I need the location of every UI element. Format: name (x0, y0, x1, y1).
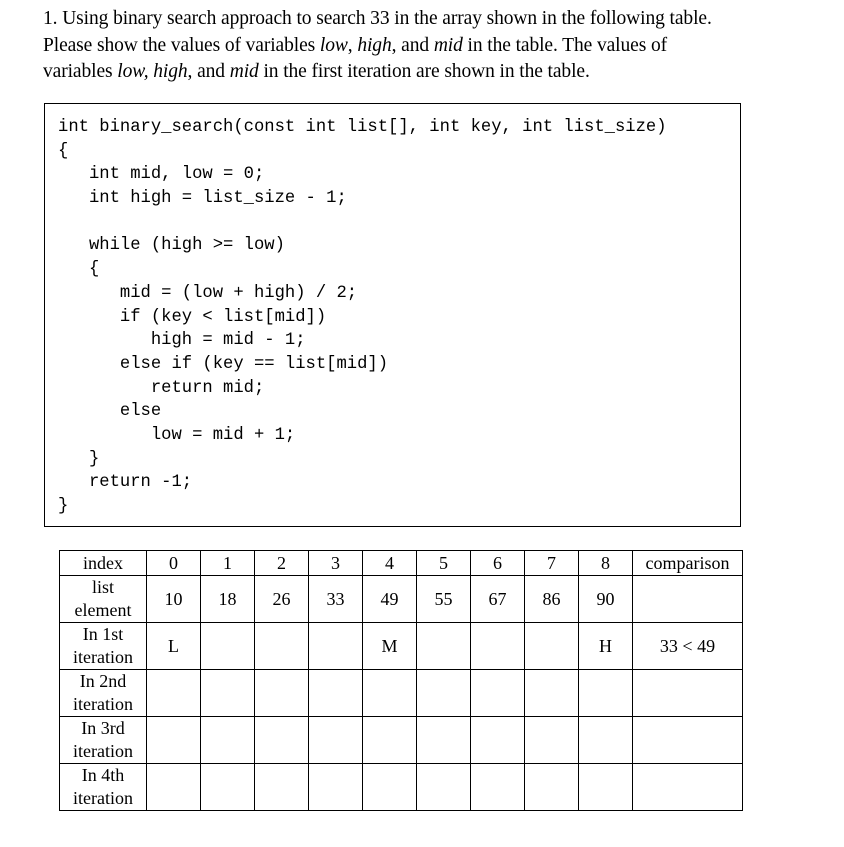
code-line: low = mid + 1; (58, 425, 296, 445)
iteration-cell (579, 717, 633, 764)
and-text-2: , and (187, 61, 230, 82)
iteration-label-line1: In 2nd (79, 671, 127, 691)
iteration-cell (417, 670, 471, 717)
element-cell: 90 (579, 576, 633, 623)
code-line: int binary_search(const int list[], int key, int list_size) (58, 118, 667, 137)
code-line: } (58, 449, 100, 469)
code-line: else if (key == list[mid]) (58, 354, 389, 374)
iteration-cell (471, 670, 525, 717)
iteration-cell (363, 670, 417, 717)
iteration-comparison (633, 717, 743, 764)
var-mid: mid (433, 34, 463, 56)
iteration-label-line1: In 4th (81, 765, 125, 785)
code-line: int high = list_size - 1; (58, 189, 347, 209)
iteration-cell (309, 717, 363, 764)
iteration-cell (525, 764, 579, 811)
element-comparison (633, 576, 743, 623)
iteration-cell: L (147, 623, 201, 670)
iteration-cell: M (363, 623, 417, 670)
code-line: if (key < list[mid]) (58, 307, 327, 327)
element-cell: 26 (255, 576, 309, 623)
element-cell: 55 (417, 576, 471, 623)
iteration-cell (255, 623, 309, 670)
table-row-list-element (60, 576, 743, 623)
element-row-label (60, 576, 147, 623)
and-text: , and (391, 34, 434, 56)
iteration-cell (255, 717, 309, 764)
question-text (43, 6, 823, 86)
question-line-2 (43, 33, 823, 60)
table-row-iteration (60, 623, 743, 670)
comma-2: , (143, 61, 154, 82)
element-cell: 10 (147, 576, 201, 623)
iteration-cell (309, 623, 363, 670)
iteration-label-line2: iteration (73, 694, 133, 714)
code-line: return mid; (58, 378, 265, 398)
code-listing (58, 116, 667, 519)
header-index-cell: 3 (309, 551, 363, 576)
iteration-cell (147, 670, 201, 717)
question-line-2-post: in the table. The values of (462, 34, 668, 56)
code-line: high = mid - 1; (58, 331, 306, 351)
header-index-cell: 8 (579, 551, 633, 576)
code-line: { (58, 260, 100, 280)
iteration-cell (309, 764, 363, 811)
element-row-label-line1: list (91, 577, 114, 597)
table-row-iteration (60, 670, 743, 717)
iteration-label-line1: In 1st (82, 624, 124, 644)
question-line-3-pre: variables (43, 61, 118, 82)
code-line (58, 211, 667, 235)
header-index-cell: 4 (363, 551, 417, 576)
iteration-cell (201, 623, 255, 670)
iteration-cell (255, 764, 309, 811)
element-cell: 33 (309, 576, 363, 623)
header-index-cell: 7 (525, 551, 579, 576)
code-line: int mid, low = 0; (58, 165, 265, 185)
iteration-label-line2: iteration (73, 788, 133, 808)
element-row-label-line2: element (74, 600, 132, 620)
code-line: mid = (low + high) / 2; (58, 283, 358, 303)
table-header-row (60, 551, 743, 576)
header-comparison: comparison (633, 551, 743, 576)
iteration-cell (201, 670, 255, 717)
iteration-label (60, 764, 147, 811)
iteration-cell (417, 623, 471, 670)
iteration-cell (363, 717, 417, 764)
header-index-cell: 5 (417, 551, 471, 576)
iteration-cell (471, 764, 525, 811)
table-row-iteration (60, 764, 743, 811)
table-row-iteration (60, 717, 743, 764)
question-line-1: 1. Using binary search approach to search 33 in the array shown in the following table. (43, 8, 712, 29)
iteration-cell (417, 717, 471, 764)
var-list (117, 61, 187, 82)
iteration-comparison: 33 < 49 (633, 623, 743, 670)
iteration-label-line2: iteration (73, 647, 133, 667)
iteration-cell (579, 670, 633, 717)
code-box (44, 103, 741, 527)
element-cell: 18 (201, 576, 255, 623)
iteration-comparison (633, 764, 743, 811)
iteration-cell (471, 623, 525, 670)
question-line-3-post: in the first iteration are shown in the table. (258, 61, 590, 82)
code-line: } (58, 497, 69, 516)
iteration-cell (417, 764, 471, 811)
iteration-comparison (633, 670, 743, 717)
var-high: high (357, 34, 392, 56)
iteration-cell (309, 670, 363, 717)
code-line: else (58, 402, 162, 422)
iteration-cell: H (579, 623, 633, 670)
trace-table (59, 550, 743, 811)
iteration-cell (201, 764, 255, 811)
element-cell: 49 (363, 576, 417, 623)
iteration-label (60, 717, 147, 764)
comma: , (347, 34, 358, 56)
element-cell: 67 (471, 576, 525, 623)
iteration-cell (471, 717, 525, 764)
iteration-cell (147, 717, 201, 764)
header-index-cell: 2 (255, 551, 309, 576)
iteration-label-line1: In 3rd (81, 718, 125, 738)
question-line-3 (43, 59, 823, 86)
header-index-cell: 6 (471, 551, 525, 576)
header-index-cell: 1 (201, 551, 255, 576)
iteration-cell (579, 764, 633, 811)
iteration-label (60, 670, 147, 717)
iteration-cell (525, 623, 579, 670)
var-low: low (319, 34, 348, 56)
code-line: while (high >= low) (58, 236, 285, 256)
code-line: return -1; (58, 473, 193, 493)
header-index-cell: 0 (147, 551, 201, 576)
var-mid-2: mid (229, 61, 259, 82)
question-line-2-pre: Please show the values of variables (43, 34, 320, 56)
var-high-2: high (153, 61, 188, 82)
element-cell: 86 (525, 576, 579, 623)
var-low-2: low (117, 61, 144, 82)
iteration-cell (525, 670, 579, 717)
iteration-cell (525, 717, 579, 764)
iteration-cell (255, 670, 309, 717)
iteration-cell (201, 717, 255, 764)
iteration-label-line2: iteration (73, 741, 133, 761)
iteration-cell (363, 764, 417, 811)
header-index-label: index (60, 551, 147, 576)
iteration-cell (147, 764, 201, 811)
code-line: { (58, 141, 69, 161)
iteration-label (60, 623, 147, 670)
